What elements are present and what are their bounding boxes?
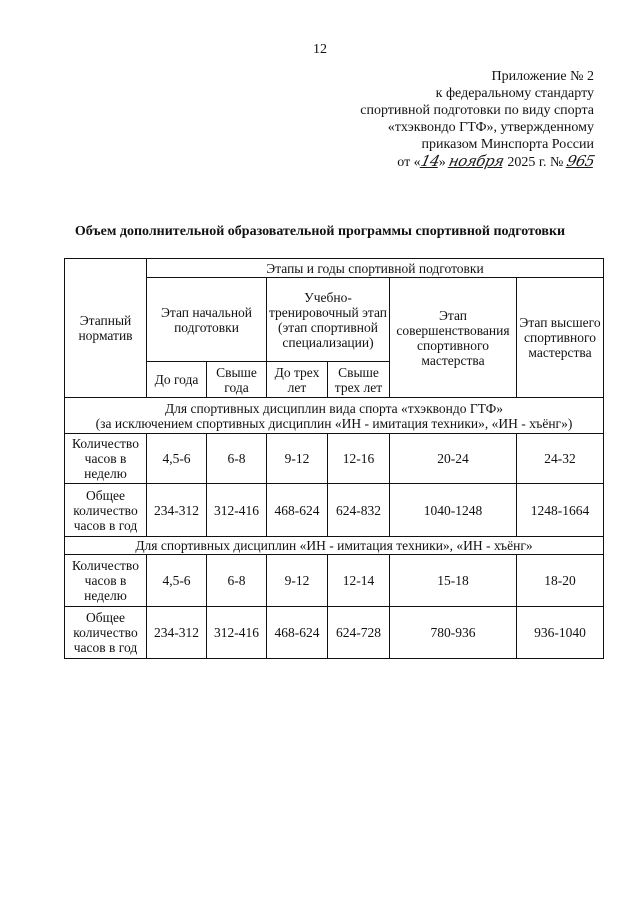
appendix-line: приказом Минспорта России — [421, 137, 594, 152]
subheader-initial-1: До года — [147, 362, 207, 398]
row-label: Количество часов в неделю — [65, 434, 147, 484]
section-title-row — [65, 537, 604, 555]
row-label: Количество часов в неделю — [65, 555, 147, 607]
header-stages: Этапы и годы спортивной подготовки — [147, 259, 604, 278]
section-title — [65, 398, 604, 434]
table-cell: 468-624 — [267, 484, 328, 537]
table-cell: 780-936 — [390, 607, 517, 659]
table-cell: 9-12 — [267, 434, 328, 484]
header-stage-training: Учебно-тренировочный этап (этап спортивной специализации) — [267, 278, 390, 362]
header-stage-initial: Этап начальной подготовки — [147, 278, 267, 362]
section-title-row — [65, 398, 604, 434]
appendix-line: к федеральному стандарту — [435, 86, 594, 101]
table-cell: 4,5-6 — [147, 555, 207, 607]
header-stage-improvement: Этап совершенствования спортивного мастерства — [390, 278, 517, 398]
table-cell: 234-312 — [147, 607, 207, 659]
section-title-line: Для спортивных дисциплин вида спорта «тхэквондо ГТФ» — [164, 400, 504, 416]
table-cell: 624-728 — [328, 607, 390, 659]
table-cell: 312-416 — [207, 484, 267, 537]
table-cell: 468-624 — [267, 607, 328, 659]
table-cell: 234-312 — [147, 484, 207, 537]
table-row — [65, 484, 604, 537]
order-date-line — [314, 152, 597, 171]
section-title: Для спортивных дисциплин «ИН - имитация техники», «ИН - хъёнг» — [65, 537, 604, 555]
date-mid: » — [438, 155, 446, 170]
table-cell: 12-14 — [328, 555, 390, 607]
table-cell: 18-20 — [517, 555, 604, 607]
table-row — [65, 555, 604, 607]
appendix-block — [314, 68, 597, 171]
table-cell: 4,5-6 — [147, 434, 207, 484]
table-cell: 12-16 — [328, 434, 390, 484]
appendix-line: спортивной подготовки по виду спорта — [360, 103, 594, 118]
table-row — [65, 434, 604, 484]
header-stage-higher: Этап высшего спортивного мастерства — [517, 278, 604, 398]
table-row — [65, 607, 604, 659]
subheader-initial-2: Свыше года — [207, 362, 267, 398]
date-year: 2025 г. № — [507, 155, 564, 170]
row-label: Общее количество часов в год — [65, 607, 147, 659]
row-label: Общее количество часов в год — [65, 484, 147, 537]
table-cell: 6-8 — [207, 434, 267, 484]
table-cell: 936-1040 — [517, 607, 604, 659]
table-cell: 1248-1664 — [517, 484, 604, 537]
table-cell: 624-832 — [328, 484, 390, 537]
norms-table — [64, 258, 604, 659]
subheader-training-2: Свыше трех лет — [328, 362, 390, 398]
document-title: Объем дополнительной образовательной программы спортивной подготовки — [74, 224, 566, 239]
handwritten-day: 14 — [418, 152, 441, 170]
handwritten-order-number: 965 — [565, 152, 597, 170]
table-cell: 312-416 — [207, 607, 267, 659]
date-prefix: от « — [397, 155, 421, 170]
table-cell: 24-32 — [517, 434, 604, 484]
table-cell: 20-24 — [390, 434, 517, 484]
table-cell: 15-18 — [390, 555, 517, 607]
handwritten-month: ноября — [447, 152, 506, 170]
page-number: 12 — [313, 42, 327, 57]
table-cell: 9-12 — [267, 555, 328, 607]
table-cell: 1040-1248 — [390, 484, 517, 537]
appendix-line: Приложение № 2 — [491, 69, 594, 84]
subheader-training-1: До трех лет — [267, 362, 328, 398]
section-title-line: (за исключением спортивных дисциплин «ИН - имитация техники», «ИН - хъёнг») — [95, 415, 573, 431]
table-header-row — [65, 259, 604, 278]
appendix-line: «тхэквондо ГТФ», утвержденному — [387, 120, 594, 135]
table-cell: 6-8 — [207, 555, 267, 607]
header-norm: Этапный норматив — [65, 259, 147, 398]
